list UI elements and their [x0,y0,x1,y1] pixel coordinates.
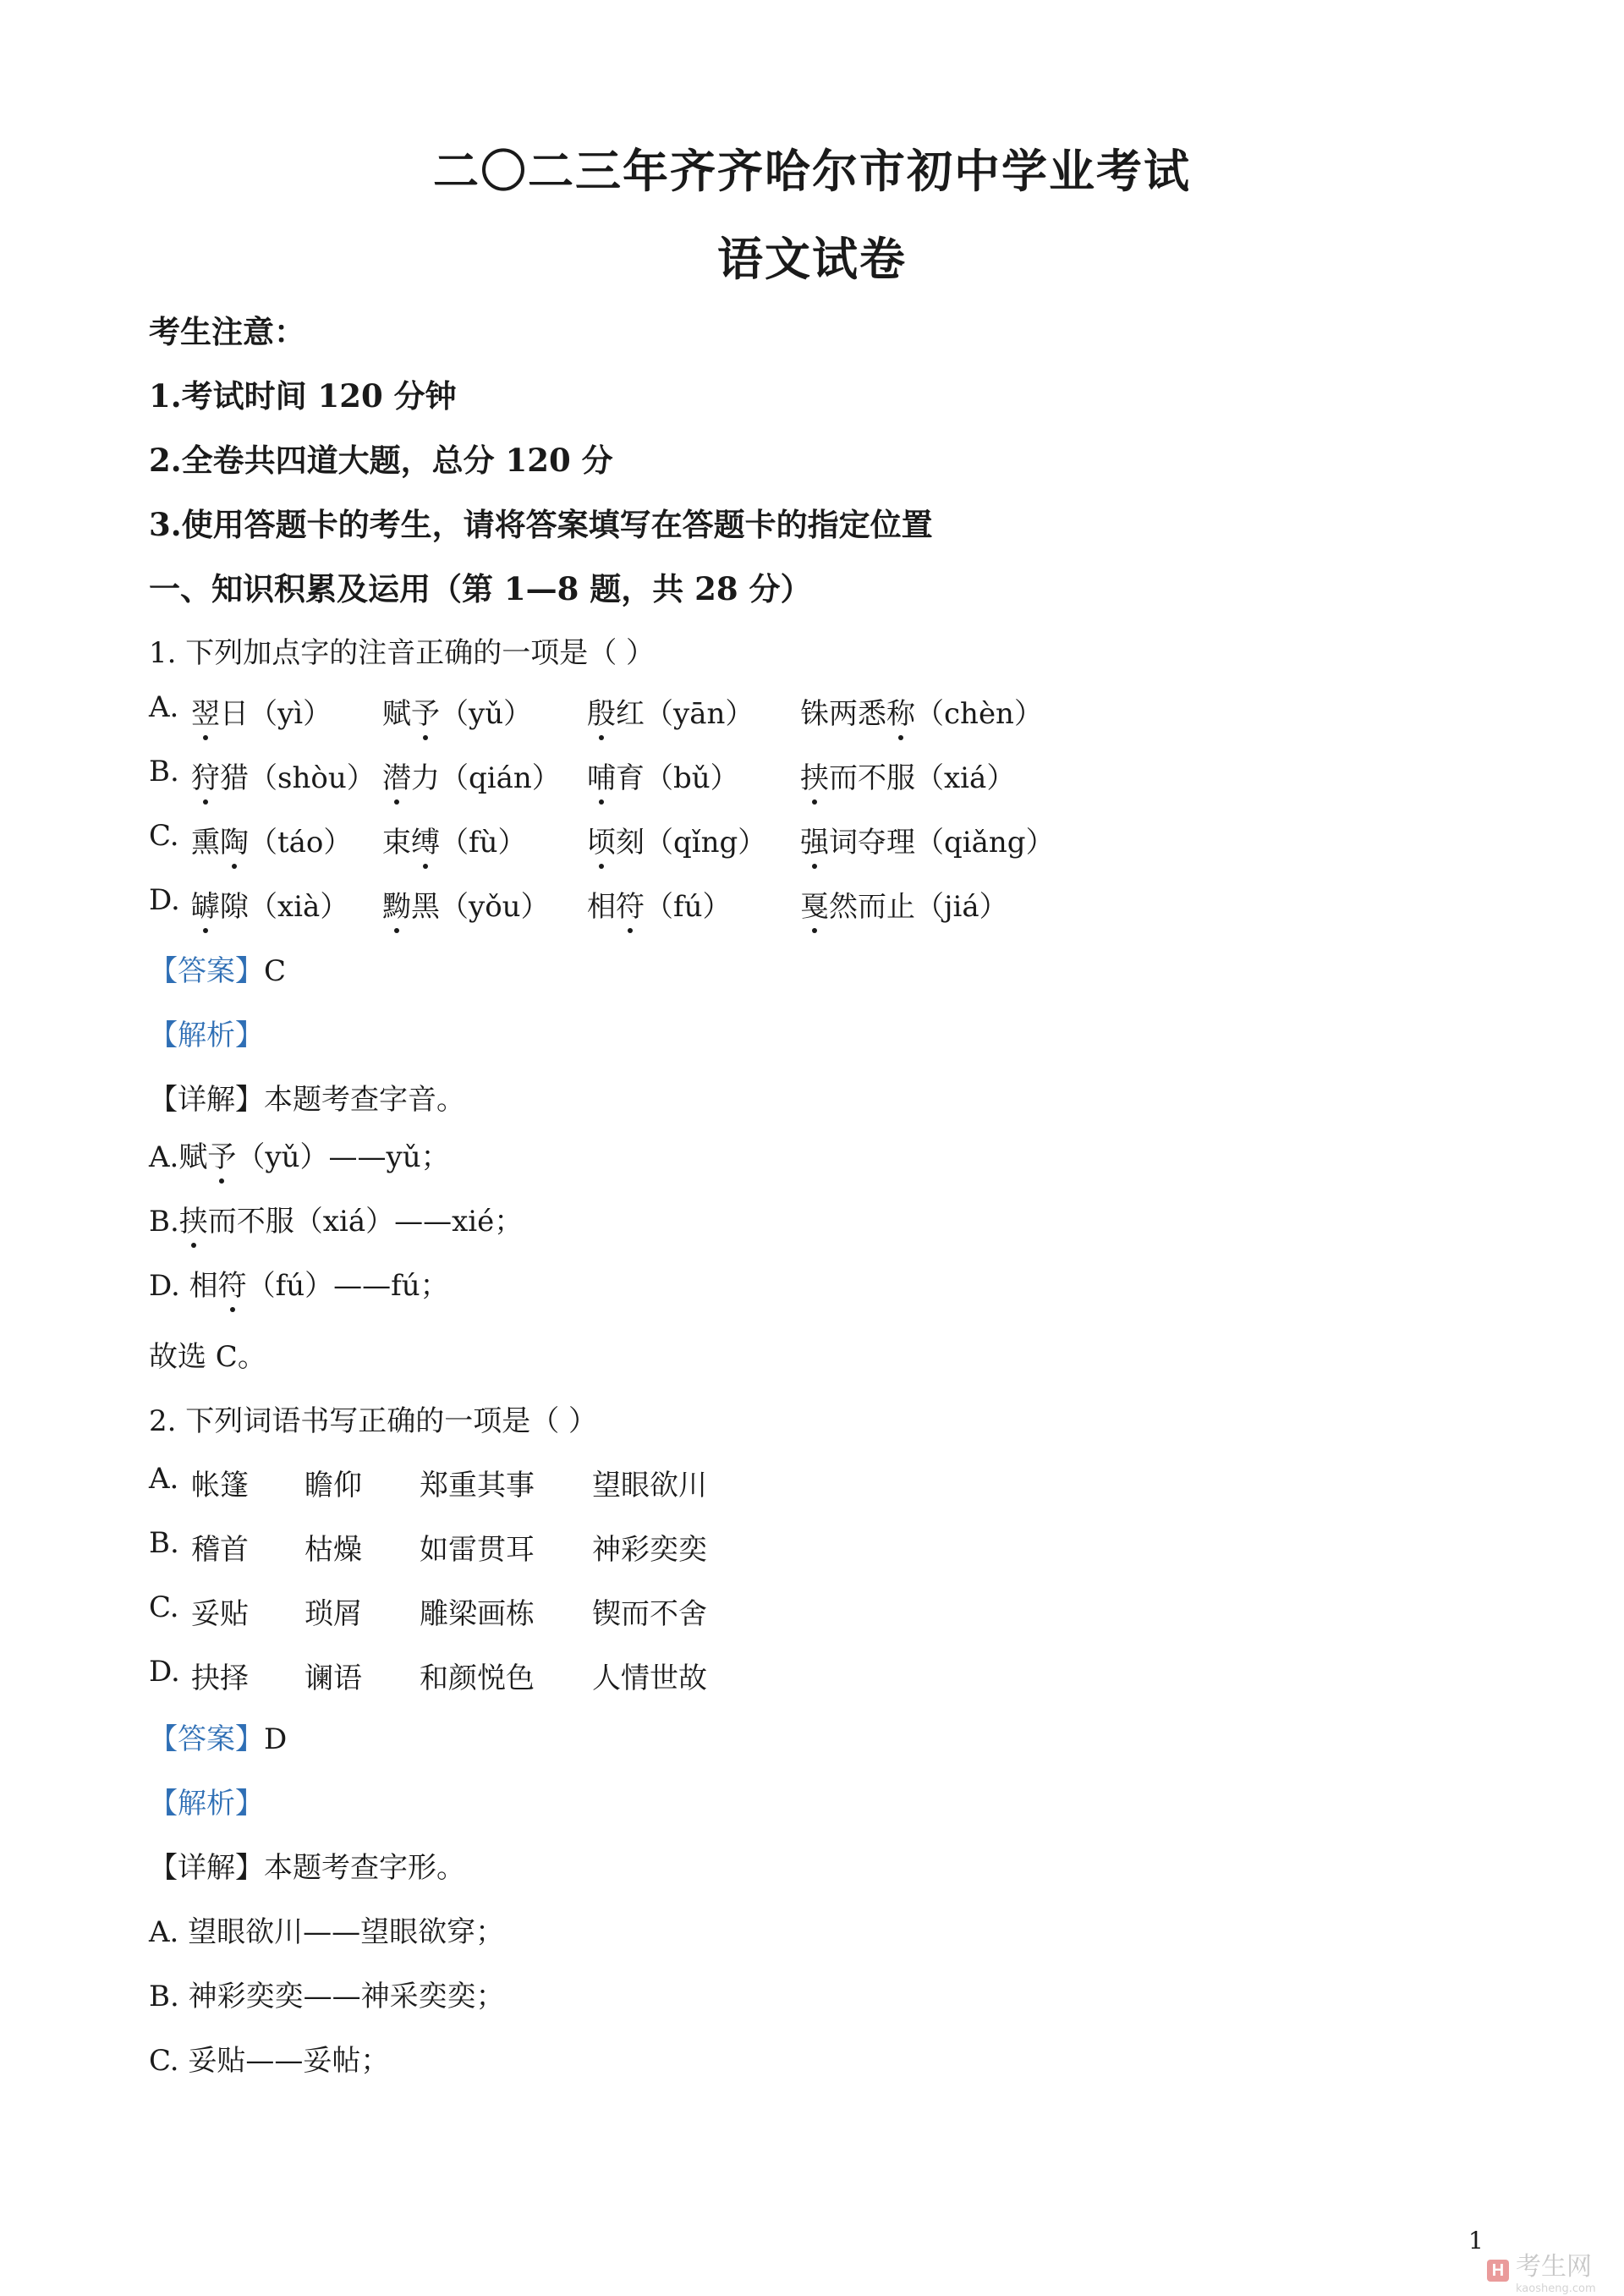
option-word: 锲而不舍 [592,1597,707,1631]
option-item: 挟而不服（xiá） [800,755,1015,796]
question-1-stem: 1. 下列加点字的注音正确的一项是（ ） [149,636,656,670]
option-word: 雕梁画栋 [420,1597,535,1631]
conclusion-line: 故选 C。 [149,1340,266,1374]
option-item: 哺育（bǔ） [587,755,739,796]
dotted-char: 罅 [191,883,220,925]
option-word: 人情世故 [592,1662,707,1695]
option-word: 如雷贯耳 [420,1533,535,1567]
kaosheng-logo-icon: H [1487,2260,1509,2282]
analysis-note: B.挟而不服（xiá）——xié； [149,1198,523,1239]
analysis-note: A.赋予（yǔ）——yǔ； [149,1134,450,1175]
notice-item: 2.全卷共四道大题，总分 120 分 [149,442,613,479]
option-item: 潜力（qián） [382,755,561,796]
option-word: 望眼欲川 [592,1469,707,1502]
analysis-note: C. 妥贴——妥帖； [149,2044,390,2078]
notice-item: 3.使用答题卡的考生，请将答案填写在答题卡的指定位置 [149,506,933,543]
option-word: 郑重其事 [420,1469,535,1502]
answer-line [149,1716,287,1757]
option-item: 黝黑（yǒu） [382,883,550,925]
detail-line: 【详解】本题考查字音。 [149,1083,465,1117]
answer-value: D [264,1722,288,1756]
option-letter: C. [149,1590,179,1624]
watermark-subtext: kaosheng.com [1516,2282,1596,2295]
dotted-char: 顷 [587,819,616,860]
section-heading: 一、知识积累及运用（第 1—8 题，共 28 分） [149,570,812,607]
option-item: 殷红（yān） [587,690,754,732]
dotted-char: 狩 [191,755,220,796]
dotted-char: 符 [218,1262,247,1304]
option-item: 强词夺理（qiǎng） [800,819,1055,860]
answer-tag: 【答案】 [149,954,264,988]
option-word: 和颜悦色 [420,1662,535,1695]
option-item: 罅隙（xià） [191,883,348,925]
option-letter: B. [149,755,179,788]
option-item: 翌日（yì） [191,690,332,732]
dotted-char: 予 [207,1134,236,1175]
dotted-char: 挟 [800,755,829,796]
analysis-note: D. 相符（fú）——fú； [149,1262,449,1304]
option-word: 琐屑 [304,1597,362,1631]
option-item: 顷刻（qǐng） [587,819,766,860]
dotted-char: 哺 [587,755,616,796]
option-letter: A. [149,1462,179,1496]
option-item: 赋予（yǔ） [382,690,532,732]
option-word: 妥贴 [191,1597,249,1631]
dotted-char: 挟 [179,1198,208,1239]
dotted-char: 缚 [411,819,440,860]
watermark-text: 考生网 [1516,2252,1592,2282]
option-item: 铢两悉称（chèn） [800,690,1043,732]
analysis-note: A. 望眼欲川——望眼欲穿； [149,1915,505,1949]
option-word: 帐篷 [191,1469,249,1502]
dotted-char: 戛 [800,883,829,925]
option-word: 瞻仰 [304,1469,362,1502]
dotted-char: 潜 [382,755,411,796]
option-item: 束缚（fù） [382,819,526,860]
question-2-stem: 2. 下列词语书写正确的一项是（ ） [149,1404,598,1438]
dotted-char: 强 [800,819,829,860]
dotted-char: 符 [616,883,645,925]
notice-heading: 考生注意： [149,313,305,350]
detail-line: 【详解】本题考查字形。 [149,1851,465,1885]
option-item: 戛然而止（jiá） [800,883,1008,925]
dotted-char: 翌 [191,690,220,732]
option-word: 枯燥 [304,1533,362,1567]
dotted-char: 予 [411,690,440,732]
option-letter: C. [149,819,179,853]
answer-value: C [264,954,287,988]
option-word: 抉择 [191,1662,249,1695]
analysis-note: B. 神彩奕奕——神采奕奕； [149,1980,505,2013]
dotted-char: 称 [886,690,915,732]
exam-title: 二〇二三年齐齐哈尔市初中学业考试 [433,144,1191,198]
option-letter: A. [149,690,179,724]
option-letter: D. [149,1655,180,1689]
option-item: 相符（fú） [587,883,731,925]
option-word: 谰语 [304,1662,362,1695]
analysis-tag: 【解析】 [149,1019,264,1052]
answer-tag: 【答案】 [149,1722,264,1756]
option-letter: B. [149,1526,179,1560]
page-number: 1 [1468,2227,1484,2255]
option-word: 神彩奕奕 [592,1533,707,1567]
dotted-char: 陶 [220,819,249,860]
option-item: 狩猎（shòu） [191,755,376,796]
notice-item: 1.考试时间 120 分钟 [149,377,457,415]
exam-subtitle: 语文试卷 [717,232,907,286]
watermark [1487,2245,1596,2295]
dotted-char: 黝 [382,883,411,925]
option-letter: D. [149,883,180,917]
analysis-tag: 【解析】 [149,1787,264,1821]
answer-line [149,948,286,989]
option-word: 稽首 [191,1533,249,1567]
option-item: 熏陶（táo） [191,819,352,860]
dotted-char: 殷 [587,690,616,732]
